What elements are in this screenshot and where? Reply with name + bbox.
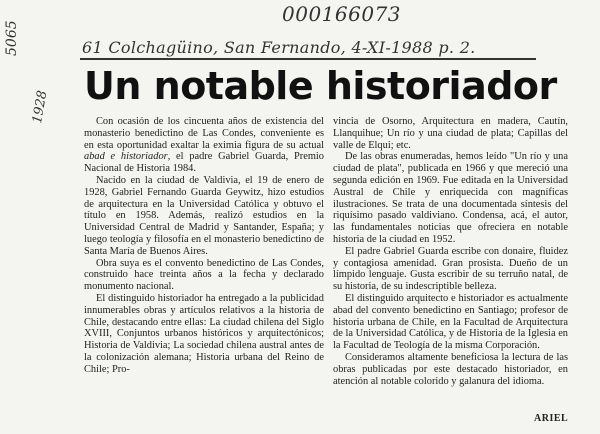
article-title: Un notable historiador bbox=[84, 64, 557, 108]
article-column-left bbox=[84, 116, 324, 376]
year-annotation: 1928 bbox=[30, 89, 51, 125]
paragraph: El padre Gabriel Guarda escribe con donaire, fluidez y contagiosa amenidad. Gran prosista. Dueño de un límpido lenguaje. Gusta escribir de su terruño natal, de su historia, de su indescriptible belleza. bbox=[333, 245, 568, 293]
paragraph: vincia de Osorno, Arquitectura en madera, Cautín, Llanquihue; Un río y una ciudad de plata; Capillas del valle de Elqui; etc. bbox=[333, 116, 568, 151]
source-citation: 61 Colchagüino, San Fernando, 4-XI-1988 p. 2. bbox=[82, 38, 476, 57]
paragraph: De las obras enumeradas, hemos leído "Un río y una ciudad de plata", publicada en 1966 y que mereció una segunda edición en 1969. Fue editada en la Universidad Austral de Chile y enriquecida con magníficas ilustraciones. Se trata de una documentada síntesis del riquísimo pasado valdiviano. Condensa, acá, el autor, las fundamentales noticias que ofreciera en notable historia de la ciudad en 1952. bbox=[333, 151, 568, 245]
paragraph: Nacido en la ciudad de Valdivia, el 19 de enero de 1928, Gabriel Fernando Guarda Geywitz, hizo estudios de arquitectura en la Universidad Católica y obtuvo el título en 1958. Además, realizó estudios en la Universidad Central de Madrid y Santander, España; y luego teología y filosofía en el monasterio benedictino de Santa María de Buenos Aires. bbox=[84, 174, 324, 257]
paragraph: Consideramos altamente beneficiosa la lectura de las obras publicadas por este destacado historiador, en atención al notable colorido y galanura del idioma. bbox=[333, 351, 568, 387]
side-number-annotation: 5065 bbox=[4, 20, 20, 56]
paragraph: El distinguido historiador ha entregado a la publicidad innumerables obras y artículos relativos a la historia de Chile, destacando entre ellas: La ciudad chilena del Siglo XVIII, Conjuntos urbanos históricos y arquitectónicos; Historia de Valdivia; La sociedad chilena austral antes de la colonización alemana; Historia urbana del Reino de Chile; Pro- bbox=[84, 292, 324, 375]
header-rule bbox=[80, 58, 536, 60]
paragraph: Con ocasión de los cincuenta años de existencia del monasterio benedictino de Las Condes, conveniente es en esta oportunidad exaltar la eximia figura de su actual abad e historiador, el padre Gabriel Guarda, Premio Nacional de Historia 1984. bbox=[84, 116, 324, 175]
article-column-right bbox=[333, 116, 568, 387]
paragraph: El distinguido arquitecto e historiador es actualmente abad del convento benedictino en Santiago; profesor de historia urbana de Chile, en la Facultad de Arquitectura de la Universidad Católica, y de Historia de la Iglesia en la Facultad de Teología de la misma Corporación. bbox=[333, 292, 568, 352]
archive-code: 000166073 bbox=[282, 2, 402, 26]
author-signature: ARIEL bbox=[534, 413, 569, 424]
paragraph: Obra suya es el convento benedictino de Las Condes, construido hace treinta años a la fecha y declarado monumento nacional. bbox=[84, 257, 324, 293]
